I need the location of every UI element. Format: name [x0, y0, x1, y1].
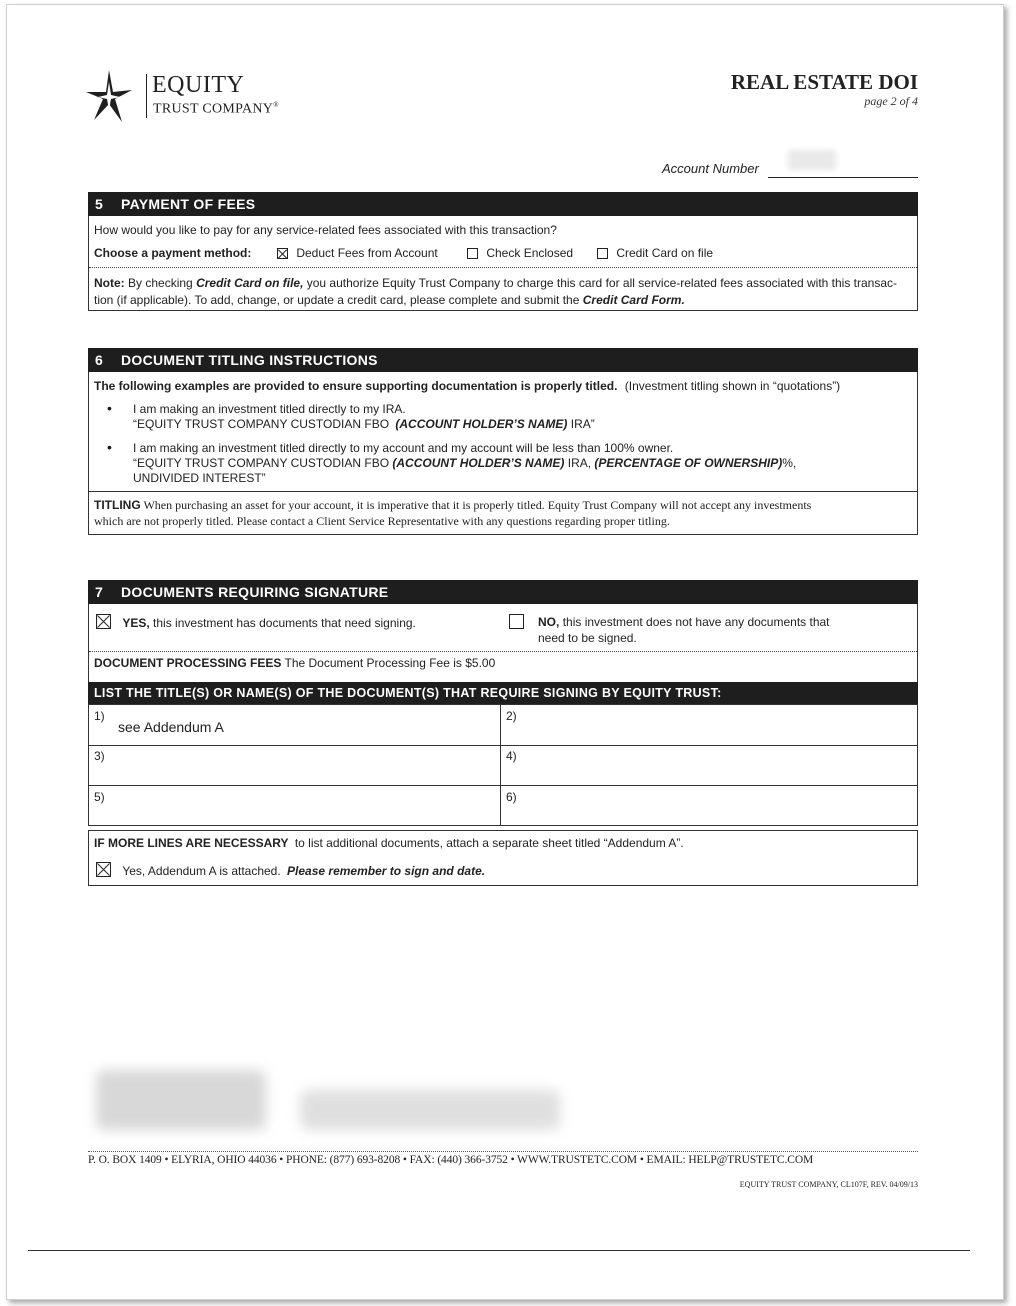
grid-divider [89, 785, 917, 786]
star-logo-icon [84, 68, 134, 124]
doc-cell-5-num: 5) [94, 790, 105, 804]
processing-fee: DOCUMENT PROCESSING FEES The Document Processing Fee is $5.00 [94, 656, 496, 670]
section-5-header: 5 PAYMENT OF FEES [88, 192, 918, 216]
document-list-header: LIST THE TITLE(S) OR NAME(S) OF THE DOCUMENT(S) THAT REQUIRE SIGNING BY EQUITY TRUST: [88, 682, 918, 704]
addendum-box [88, 830, 918, 886]
more-lines-note: IF MORE LINES ARE NECESSARY to list additional documents, attach a separate sheet titled “Addendum A”. [94, 836, 684, 850]
grid-divider [89, 745, 917, 746]
addendum-checkbox[interactable] [96, 862, 111, 877]
doc-cell-4-num: 4) [506, 749, 517, 763]
doc-cell-3-num: 3) [94, 749, 105, 763]
page-number: page 2 of 4 [864, 94, 918, 108]
bullet-icon: • [107, 439, 112, 455]
titling-intro: The following examples are provided to ensure supporting documentation is properly titled. (Investment titling shown in “quotations”) [94, 379, 841, 393]
payment-method-label: Choose a payment method: [94, 246, 252, 260]
redacted-signature [96, 1070, 266, 1130]
option-credit-card[interactable]: Credit Card on file [597, 246, 713, 260]
doc-cell-5-input[interactable] [118, 800, 478, 820]
scan-edge-line [28, 1250, 970, 1251]
yes-signing-checkbox[interactable] [96, 614, 111, 629]
yes-signing-option[interactable]: YES, this investment has documents that need signing. [96, 614, 416, 630]
divider [89, 267, 917, 268]
divider [89, 491, 917, 492]
fee-question: How would you like to pay for any service-related fees associated with this transaction? [94, 223, 557, 237]
doc-cell-4-input[interactable] [529, 759, 889, 779]
account-number-label: Account Number [662, 161, 759, 176]
doc-cell-6-num: 6) [506, 790, 517, 804]
redacted-account-number [788, 150, 836, 170]
titling-example-2: I am making an investment titled directly to my account and my account will be less than 100% owner. “EQUITY TRUST COMPANY CUSTODIAN FBO (ACCOUNT HOLDER’S NAME) IRA, (PERCENTAGE OF OWNERSHIP)%, UNDIVIDED INTEREST” [133, 441, 797, 485]
doc-cell-2-input[interactable] [529, 719, 889, 739]
redacted-signature-date [300, 1090, 560, 1130]
doc-cell-2-num: 2) [506, 709, 517, 723]
footer-divider [88, 1151, 918, 1152]
fee-note: Note: By checking Credit Card on file, you authorize Equity Trust Company to charge this card for all service-related fees associated with this transac- tion (if applicable). To add, change, or update a credit card, please complete and submit the Credit Card Form. [94, 276, 898, 307]
check-enclosed-checkbox[interactable] [467, 248, 478, 259]
grid-divider [500, 705, 501, 825]
no-signing-checkbox[interactable] [509, 614, 524, 629]
document-list-grid [88, 704, 918, 826]
doc-cell-1-input[interactable]: see Addendum A [118, 719, 224, 735]
option-check-enclosed[interactable]: Check Enclosed [467, 246, 573, 260]
section-6-box [88, 372, 918, 535]
logo-subtitle: TRUST COMPANY® [153, 101, 279, 117]
section-5-box [88, 216, 918, 311]
no-signing-option[interactable]: NO, this investment does not have any documents that need to be signed. [509, 614, 830, 646]
doc-cell-3-input[interactable] [118, 759, 478, 779]
bullet-icon: • [107, 400, 112, 416]
addendum-option[interactable]: Yes, Addendum A is attached. Please remember to sign and date. [96, 862, 485, 878]
section-6-header: 6 DOCUMENT TITLING INSTRUCTIONS [88, 348, 918, 372]
deduct-fees-checkbox[interactable] [277, 248, 288, 259]
credit-card-checkbox[interactable] [597, 248, 608, 259]
titling-warning: TITLING When purchasing an asset for your account, it is imperative that it is properly titled. Equity Trust Company will not accept any investments which are not properly titled. Please contact a Client Service Representative with any questions regarding proper titling. [94, 498, 812, 528]
account-number-field[interactable] [768, 177, 918, 178]
logo-wordmark: EQUITY [152, 72, 245, 98]
option-deduct-fees[interactable]: Deduct Fees from Account [277, 246, 438, 260]
footer-address: P. O. BOX 1409 • ELYRIA, OHIO 44036 • PHONE: (877) 693-8208 • FAX: (440) 366-3752 • WWW.TRUSTETC.COM • EMAIL: HELP@TRUSTETC.COM [88, 1154, 814, 1166]
doc-cell-6-input[interactable] [529, 800, 889, 820]
logo-divider [146, 74, 147, 118]
section-7-header: 7 DOCUMENTS REQUIRING SIGNATURE [88, 580, 918, 604]
document-title: REAL ESTATE DOI [730, 70, 918, 94]
divider [89, 651, 917, 652]
titling-example-1: I am making an investment titled directly to my IRA. “EQUITY TRUST COMPANY CUSTODIAN FBO (ACCOUNT HOLDER’S NAME) IRA” [133, 402, 595, 431]
doc-cell-1-num: 1) [94, 709, 105, 723]
form-id: EQUITY TRUST COMPANY, CL107F, REV. 04/09/13 [739, 1180, 918, 1189]
